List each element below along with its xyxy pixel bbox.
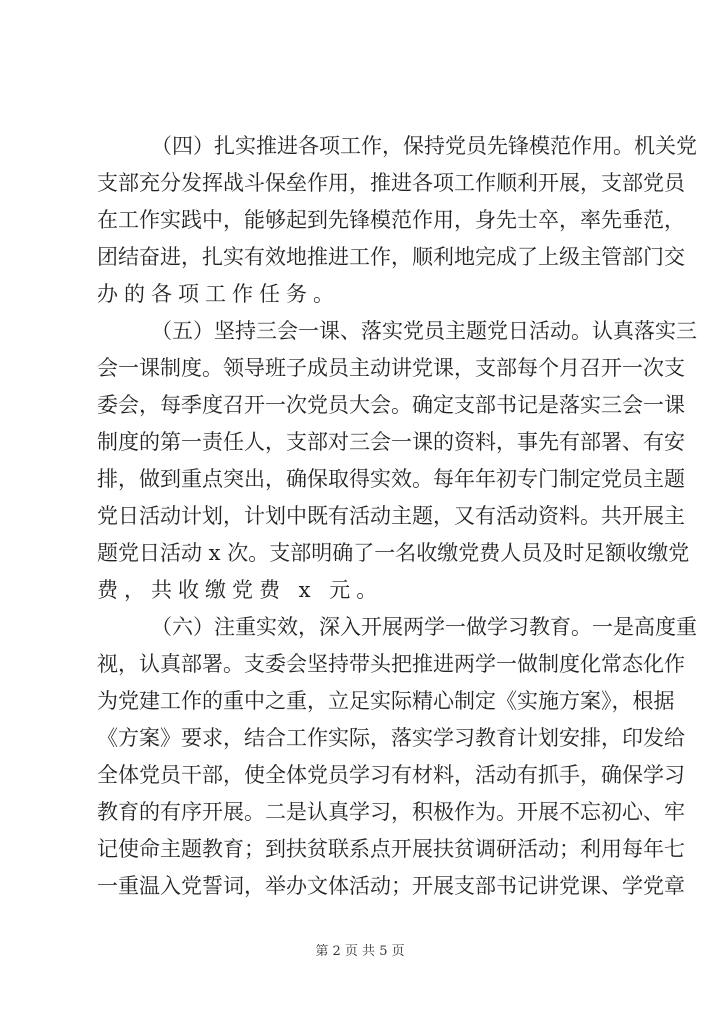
text-line: 团结奋进，扎实有效地推进工作，顺利地完成了上级主管部门交 [97,245,685,269]
text-line: （五）坚持三会一课、落实党员主题党日活动。认真落实三 [151,319,697,343]
text-line: 教育的有序开展。二是认真学习，积极作为。开展不忘初心、牢 [97,800,685,824]
text-line: 《方案》要求，结合工作实际，落实学习教育计划安排，印发给 [97,726,685,750]
text-line: 记使命主题教育；到扶贫联系点开展扶贫调研活动；利用每年七 [97,837,685,861]
paragraph-5 [97,313,697,609]
text-line: 费，共收缴党费 x 元。 [97,578,384,602]
text-line: 支部充分发挥战斗保垒作用，推进各项工作顺利开展，支部党员 [97,171,685,195]
paragraph-4 [97,128,697,313]
text-line: 一重温入党誓词，举办文体活动；开展支部书记讲党课、学党章 [97,874,685,898]
text-line: 视，认真部署。支委会坚持带头把推进两学一做制度化常态化作 [97,652,685,676]
text-line: 为党建工作的重中之重，立足实际精心制定《实施方案》，根据 [97,689,675,713]
text-line: 在工作实践中，能够起到先锋模范作用，身先士卒，率先垂范， [97,208,685,232]
text-line: （四）扎实推进各项工作，保持党员先锋模范作用。机关党 [151,134,697,158]
document-body [97,128,697,905]
text-line: （六）注重实效，深入开展两学一做学习教育。一是高度重 [151,615,697,639]
text-line: 党日活动计划，计划中既有活动主题，又有活动资料。共开展主 [97,504,685,528]
paragraph-6 [97,609,697,905]
text-line: 会一课制度。领导班子成员主动讲党课，支部每个月召开一次支 [97,356,685,380]
text-line: 办的各项工作任务。 [97,282,340,306]
text-line: 排，做到重点突出，确保取得实效。每年年初专门制定党员主题 [97,467,685,491]
text-line: 全体党员干部，使全体党员学习有材料，活动有抓手，确保学习 [97,763,685,787]
page-footer: 第 2 页 共 5 页 [315,944,405,959]
text-line: 制度的第一责任人，支部对三会一课的资料，事先有部署、有安 [97,430,685,454]
text-line: 委会，每季度召开一次党员大会。确定支部书记是落实三会一课 [97,393,685,417]
text-line: 题党日活动 x 次。支部明确了一名收缴党费人员及时足额收缴党 [97,541,690,565]
